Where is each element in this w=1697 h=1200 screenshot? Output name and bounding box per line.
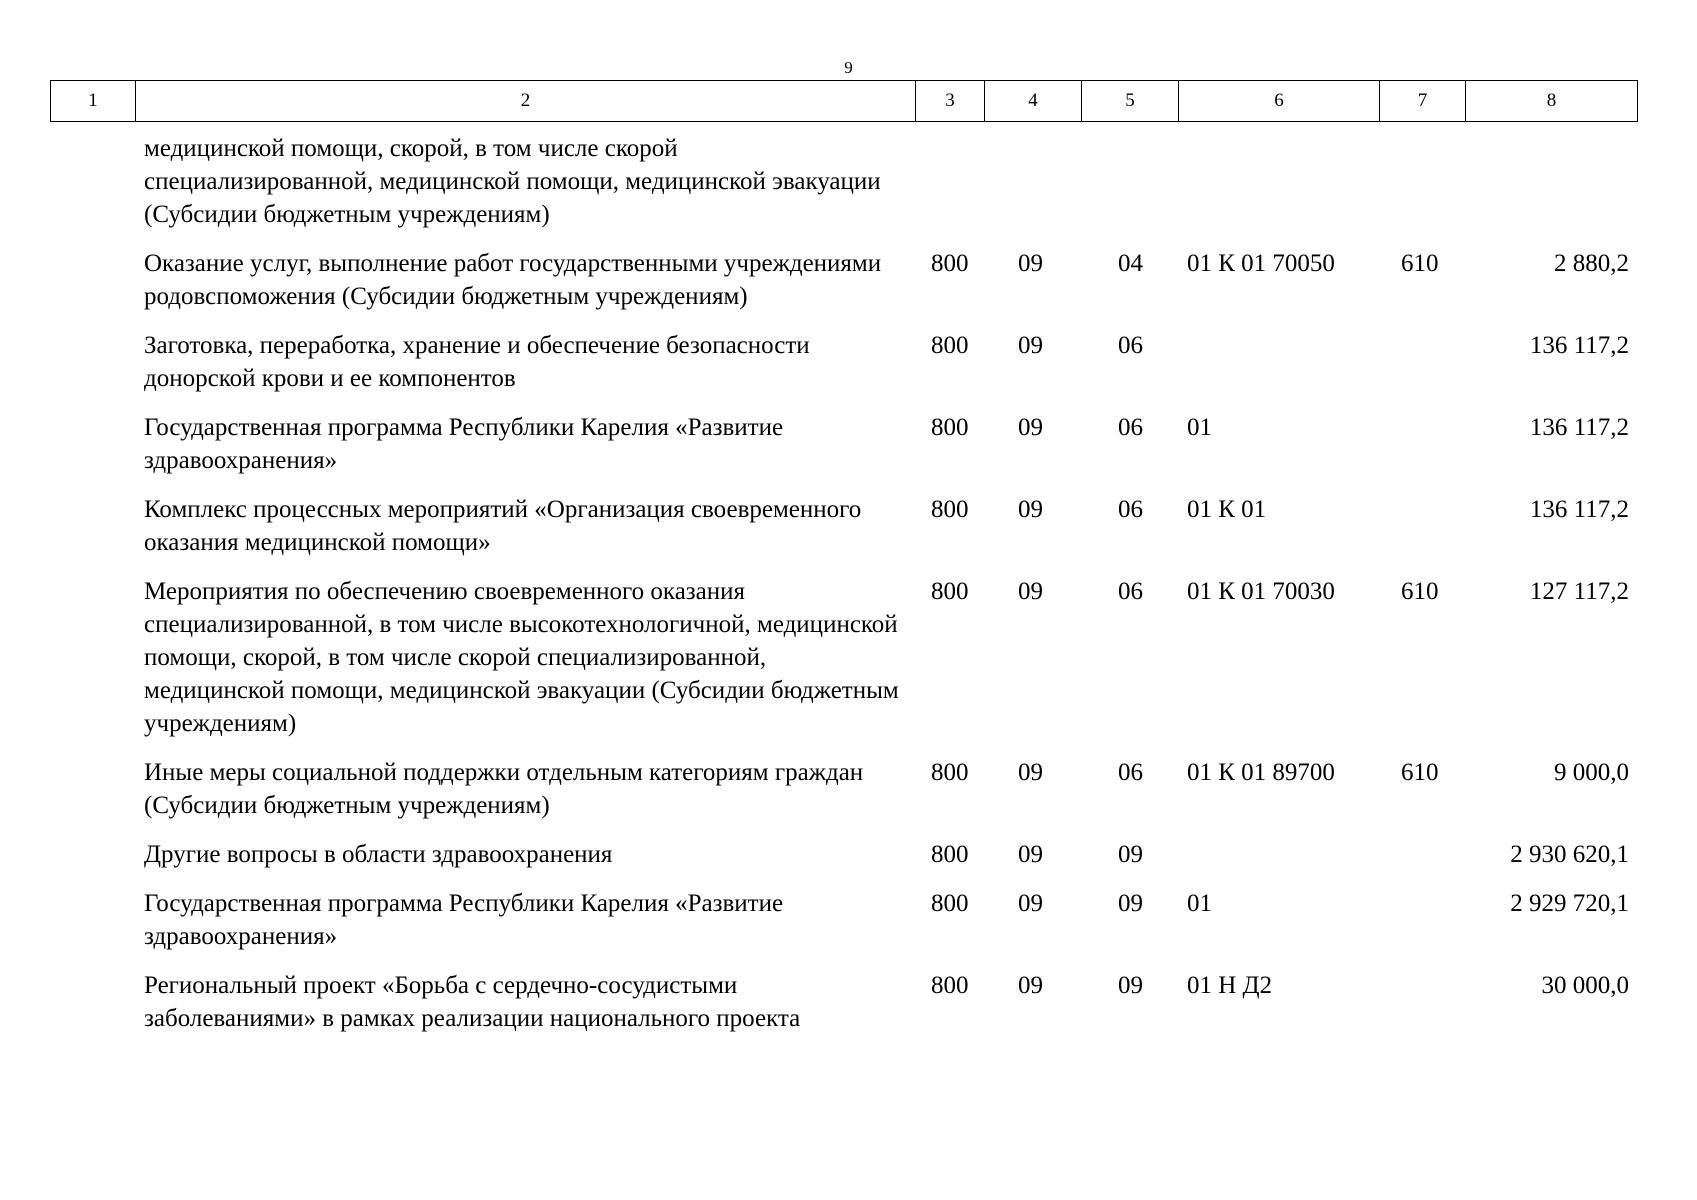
target-article-cell: 01 Н Д2 <box>1187 972 1273 999</box>
item-name-cell: Оказание услуг, выполнение работ государственными учреждениями родовспоможения (Субсидии бюджетным учреждениям) <box>144 250 882 310</box>
item-name-cell: Государственная программа Республики Карелия «Развитие здравоохранения» <box>144 414 784 474</box>
subsection-code-cell: 06 <box>1118 332 1143 359</box>
section-code-cell: 09 <box>1018 890 1043 917</box>
amount-cell: 2 930 620,1 <box>1510 841 1629 868</box>
subsection-code-cell: 06 <box>1118 414 1143 441</box>
table-row <box>50 969 1637 1051</box>
column-header-7: 7 <box>1380 81 1466 122</box>
table-row <box>50 493 1637 575</box>
column-header-1: 1 <box>51 81 136 122</box>
section-code-cell: 09 <box>1018 841 1043 868</box>
subsection-code-cell: 09 <box>1118 890 1143 917</box>
expense-type-cell <box>1379 132 1465 247</box>
expense-type-cell <box>1379 411 1465 493</box>
item-name-cell: Другие вопросы в области здравоохранения <box>144 841 613 868</box>
amount-cell: 9 000,0 <box>1554 759 1629 786</box>
section-code-cell: 09 <box>1018 250 1043 277</box>
expense-type-cell <box>1379 329 1465 411</box>
item-name-cell: Иные меры социальной поддержки отдельным категориям граждан (Субсидии бюджетным учреждениям) <box>144 759 864 819</box>
page-number: 9 <box>844 58 853 77</box>
target-article-cell <box>1178 329 1379 411</box>
item-name-cell: Комплекс процессных мероприятий «Организация своевременного оказания медицинской помощи» <box>144 496 862 556</box>
subsection-code-cell: 04 <box>1118 250 1143 277</box>
subsection-code-cell: 09 <box>1118 841 1143 868</box>
section-code-cell: 09 <box>1018 759 1043 786</box>
budget-table <box>50 132 1637 1051</box>
table-row <box>50 329 1637 411</box>
table-row <box>50 838 1637 887</box>
expense-type-cell: 610 <box>1401 759 1439 786</box>
table-row <box>50 411 1637 493</box>
expense-type-cell <box>1379 969 1465 1051</box>
budget-table-body <box>50 132 1637 1051</box>
section-code-cell: 09 <box>1018 414 1043 441</box>
section-code-cell: 09 <box>1018 972 1043 999</box>
table-row <box>50 132 1637 247</box>
item-name-cell: Региональный проект «Борьба с сердечно-сосудистыми заболеваниями» в рамках реализации национального проекта <box>144 972 801 1032</box>
target-article-cell: 01 К 01 <box>1187 496 1267 523</box>
item-name-cell: Государственная программа Республики Карелия «Развитие здравоохранения» <box>144 890 784 950</box>
item-name-cell: Мероприятия по обеспечению своевременного оказания специализированной, в том числе высокотехнологичной, медицинской помощи, скорой, в том числе скорой специализированной, медицинской помощи, медицинской эвакуации (Субсидии бюджетным учреждениям) <box>144 578 899 737</box>
table-row <box>50 575 1637 756</box>
ministry-code-cell: 800 <box>931 759 969 786</box>
table-row <box>50 887 1637 969</box>
amount-cell: 2 880,2 <box>1554 250 1629 277</box>
target-article-cell: 01 К 01 70030 <box>1187 578 1335 605</box>
column-number-header <box>50 80 1638 122</box>
expense-type-cell: 610 <box>1401 578 1439 605</box>
section-code-cell: 09 <box>1018 332 1043 359</box>
expense-type-cell: 610 <box>1401 250 1439 277</box>
column-header-8: 8 <box>1466 81 1638 122</box>
ministry-code-cell <box>915 132 984 247</box>
amount-cell: 136 117,2 <box>1529 496 1629 523</box>
target-article-cell: 01 <box>1187 890 1212 917</box>
amount-cell: 30 000,0 <box>1541 972 1629 999</box>
amount-cell: 2 929 720,1 <box>1510 890 1629 917</box>
section-code-cell: 09 <box>1018 496 1043 523</box>
column-header-4: 4 <box>985 81 1082 122</box>
amount-cell <box>1465 132 1637 247</box>
section-code-cell <box>984 132 1081 247</box>
item-name-cell: медицинской помощи, скорой, в том числе скорой специализированной, медицинской помощи, медицинской эвакуации (Субсидии бюджетным учреждениям) <box>144 135 881 228</box>
item-name-cell: Заготовка, переработка, хранение и обеспечение безопасности донорской крови и ее компонентов <box>144 332 810 392</box>
ministry-code-cell: 800 <box>931 414 969 441</box>
column-header-3: 3 <box>916 81 985 122</box>
column-header-2: 2 <box>136 81 916 122</box>
subsection-code-cell: 06 <box>1118 578 1143 605</box>
subsection-code-cell: 06 <box>1118 496 1143 523</box>
column-header-5: 5 <box>1082 81 1179 122</box>
target-article-cell <box>1178 132 1379 247</box>
target-article-cell <box>1178 838 1379 887</box>
ministry-code-cell: 800 <box>931 332 969 359</box>
ministry-code-cell: 800 <box>931 841 969 868</box>
expense-type-cell <box>1379 493 1465 575</box>
amount-cell: 136 117,2 <box>1529 414 1629 441</box>
ministry-code-cell: 800 <box>931 250 969 277</box>
subsection-code-cell <box>1081 132 1178 247</box>
ministry-code-cell: 800 <box>931 578 969 605</box>
target-article-cell: 01 К 01 70050 <box>1187 250 1335 277</box>
table-row <box>50 756 1637 838</box>
ministry-code-cell: 800 <box>931 972 969 999</box>
ministry-code-cell: 800 <box>931 496 969 523</box>
target-article-cell: 01 К 01 89700 <box>1187 759 1335 786</box>
section-code-cell: 09 <box>1018 578 1043 605</box>
expense-type-cell <box>1379 838 1465 887</box>
column-header-6: 6 <box>1179 81 1380 122</box>
ministry-code-cell: 800 <box>931 890 969 917</box>
expense-type-cell <box>1379 887 1465 969</box>
table-row <box>50 247 1637 329</box>
subsection-code-cell: 09 <box>1118 972 1143 999</box>
subsection-code-cell: 06 <box>1118 759 1143 786</box>
amount-cell: 127 117,2 <box>1529 578 1629 605</box>
amount-cell: 136 117,2 <box>1529 332 1629 359</box>
target-article-cell: 01 <box>1187 414 1212 441</box>
